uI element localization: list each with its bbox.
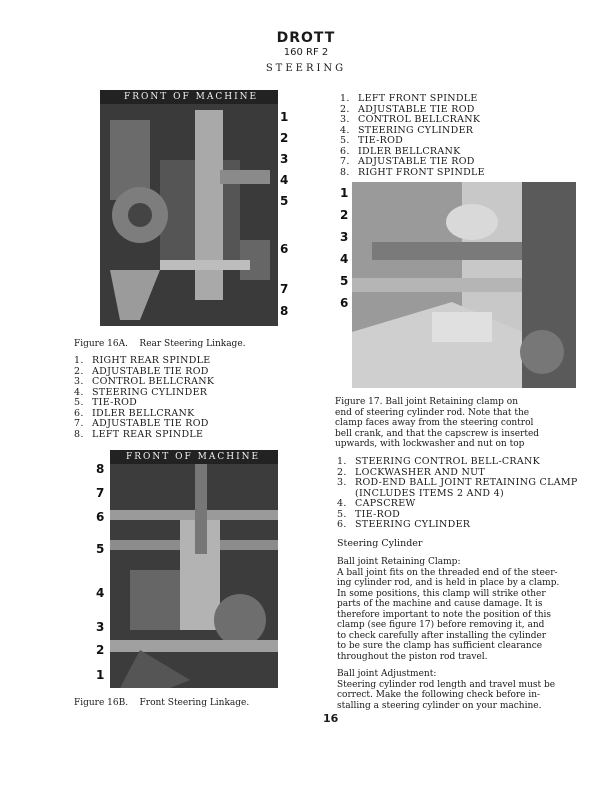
fig16b-callout-3: 3: [96, 620, 105, 634]
fig17-callout-2: 2: [340, 208, 349, 222]
list-item: 1. RIGHT REAR SPINDLE: [74, 355, 211, 366]
fig16b-callout-1: 1: [96, 668, 105, 682]
list-item: 5. TIE-ROD: [74, 397, 138, 408]
list-item: 6. IDLER BELLCRANK: [74, 407, 195, 419]
brand-title: DROTT: [276, 30, 336, 46]
page-number: 16: [323, 712, 339, 725]
section-title: STEERING: [265, 63, 347, 74]
list-item: 3. ROD-END BALL JOINT RETAINING CLAMP: [337, 477, 578, 488]
fig17-callout-4: 4: [340, 252, 349, 266]
fig16a-callout-5: 5: [280, 194, 289, 208]
list-item: (INCLUDES ITEMS 2 AND 4): [355, 487, 505, 499]
figure-16b-illustration: [110, 450, 278, 688]
list-item: 7. ADJUSTABLE TIE ROD: [74, 418, 209, 429]
figure-16b-caption: Figure 16B. Front Steering Linkage.: [74, 698, 250, 708]
list-item: 8. LEFT REAR SPINDLE: [74, 428, 204, 440]
list-item: 1. LEFT FRONT SPINDLE: [340, 93, 478, 104]
fig16a-callout-7: 7: [280, 282, 289, 296]
fig16a-callout-8: 8: [280, 304, 289, 318]
list-item: 6. STEERING CYLINDER: [337, 519, 471, 530]
list-item: 3. CONTROL BELLCRANK: [74, 376, 215, 387]
list-item: 4. STEERING CYLINDER: [340, 124, 474, 136]
fig16b-callout-6: 6: [96, 510, 105, 524]
fig16a-callout-4: 4: [280, 173, 289, 187]
figure-16a-photo: [100, 90, 278, 326]
fig16a-callout-6: 6: [280, 242, 289, 256]
figure-16b-parts-list: [340, 94, 485, 178]
fig16a-callout-2: 2: [280, 131, 289, 145]
list-item: 3. CONTROL BELLCRANK: [340, 114, 481, 125]
fig16a-callout-1: 1: [280, 110, 289, 124]
fig17-callout-6: 6: [340, 296, 349, 310]
figure-17-caption: Figure 17. Ball joint Retaining clamp on end of steering cylinder rod. Note that the clamp faces away from the steering control bell crank, and that the capscrew is inserted upwards, with lockwasher and nut on top: [335, 397, 540, 449]
fig17-callout-5: 5: [340, 274, 349, 288]
section-heading: Steering Cylinder: [337, 538, 423, 549]
fig16b-callout-7: 7: [96, 486, 105, 500]
fig16a-callout-3: 3: [280, 152, 289, 166]
figure-16a-parts-list: [74, 356, 214, 440]
fig16b-callout-8: 8: [96, 462, 105, 476]
fig17-callout-3: 3: [340, 230, 349, 244]
figure-16a-illustration: [100, 90, 278, 326]
adjustment-section: Ball joint Adjustment: Steering cylinder rod length and travel must be correct. Make the following check before in- stalling a steering cylinder on your machine.: [337, 669, 587, 711]
list-item: 7. ADJUSTABLE TIE ROD: [340, 156, 475, 167]
figure-16b-photo: [110, 450, 278, 688]
figure-16a-front-label: FRONT OF MACHINE: [124, 92, 259, 102]
list-item: 5. TIE-ROD: [337, 508, 401, 520]
clamp-title: Ball joint Retaining Clamp:: [337, 557, 461, 567]
list-item: 2. ADJUSTABLE TIE ROD: [340, 103, 475, 115]
figure-16a-caption: Figure 16A. Rear Steering Linkage.: [74, 339, 246, 349]
figure-17-photo: [352, 182, 576, 388]
figure-17-illustration: [352, 182, 576, 388]
model-number: 160 RF 2: [283, 47, 329, 58]
list-item: 6. IDLER BELLCRANK: [340, 145, 461, 157]
list-item: 2. ADJUSTABLE TIE ROD: [74, 365, 209, 377]
adjustment-title: Ball joint Adjustment:: [337, 669, 437, 679]
clamp-section: Ball joint Retaining Clamp: A ball joint fits on the threaded end of the steer- ing cylinder rod, and is held in place by a clamp. In some positions, this clamp will strike other parts of the machine and cause damage. It is therefore important to note the position of this clamp (see figure 17) before removing it, and to check carefully after installing the cylinder to be sure the clamp has sufficient clearance throughout the piston rod travel.: [337, 557, 587, 662]
fig16b-callout-5: 5: [96, 542, 105, 556]
list-item: 2. LOCKWASHER AND NUT: [337, 466, 486, 478]
list-item: 5. TIE-ROD: [340, 135, 404, 146]
list-item: 1. STEERING CONTROL BELL-CRANK: [337, 456, 541, 467]
list-item: 4. STEERING CYLINDER: [74, 386, 208, 398]
list-item: 8. RIGHT FRONT SPINDLE: [340, 166, 485, 178]
figure-17-parts-list: [337, 457, 578, 531]
fig16b-callout-4: 4: [96, 586, 105, 600]
list-item: 4. CAPSCREW: [337, 498, 416, 509]
figure-16b-front-label: FRONT OF MACHINE: [126, 452, 261, 462]
fig16b-callout-2: 2: [96, 643, 105, 657]
fig17-callout-1: 1: [340, 186, 349, 200]
